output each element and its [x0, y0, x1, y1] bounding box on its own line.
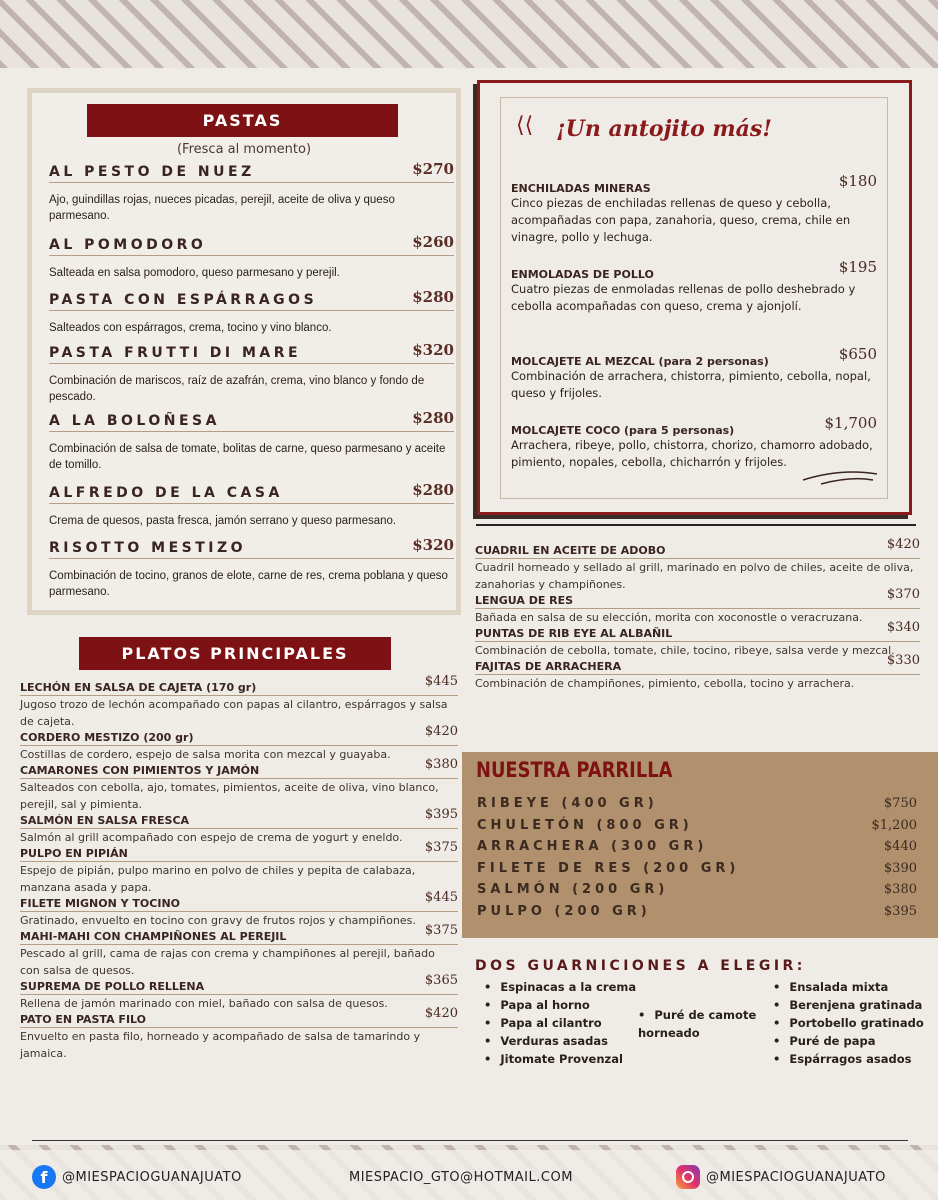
pasta-item — [49, 233, 454, 281]
dish-description: Jugoso trozo de lechón acompañado con papas al cilantro, espárragos y salsa de cajeta. — [20, 698, 448, 728]
pasta-price: $320 — [412, 536, 454, 554]
email-address[interactable]: MIESPACIO_GTO@HOTMAIL.COM — [349, 1170, 573, 1185]
dish-price: $375 — [424, 840, 458, 855]
pasta-name: RISOTTO MESTIZO — [49, 540, 454, 559]
dish-name: LENGUA DE RES — [475, 593, 920, 609]
side-option: • Puré de camote horneado — [638, 1006, 758, 1042]
pasta-name: A LA BOLOÑESA — [49, 413, 454, 432]
antojito-description: Arrachera, ribeye, pollo, chistorra, chorizo, chamorro adobado, pimiento, nopales, cebolla, chicharrón y frijoles. — [511, 438, 873, 469]
dish-item — [20, 807, 458, 846]
parrilla-price: $750 — [883, 796, 917, 811]
divider — [476, 524, 916, 526]
side-option: • Puré de papa — [773, 1032, 924, 1050]
dish-name: PULPO EN PIPIÁN — [20, 846, 458, 862]
pasta-item — [49, 160, 454, 224]
facebook-handle[interactable]: @MIESPACIOGUANAJUATO — [62, 1170, 242, 1185]
dish-name: CAMARONES CON PIMIENTOS Y JAMÓN — [20, 763, 458, 779]
principales-title: PLATOS PRINCIPALES — [79, 637, 391, 670]
antojito-name: ENMOLADAS DE POLLO — [511, 268, 654, 281]
dish-description: Combinación de champiñones, pimiento, cebolla, tocino y arrachera. — [475, 677, 855, 690]
antojito-section — [477, 80, 912, 515]
dish-item — [20, 724, 458, 763]
dish-description: Rellena de jamón marinado con miel, bañado con salsa de quesos. — [20, 997, 388, 1010]
dish-name: PUNTAS DE RIB EYE AL ALBAÑIL — [475, 626, 920, 642]
antojito-title: ¡Un antojito más! — [556, 116, 772, 142]
antojito-description: Cuatro piezas de enmoladas rellenas de pollo deshebrado y cebolla acompañadas con queso, crema y ajonjolí. — [511, 282, 856, 313]
pasta-description: Combinación de mariscos, raíz de azafrán, crema, vino blanco y fondo de pescado. — [49, 375, 425, 403]
pasta-name: ALFREDO DE LA CASA — [49, 485, 454, 504]
pasta-name: AL PESTO DE NUEZ — [49, 164, 454, 183]
pasta-description: Salteada en salsa pomodoro, queso parmesano y perejil. — [49, 267, 340, 279]
pastas-section — [27, 88, 461, 615]
side-option: • Ensalada mixta — [773, 978, 924, 996]
dish-item — [475, 620, 920, 659]
parrilla-price: $380 — [883, 882, 917, 898]
antojito-name: MOLCAJETE AL MEZCAL (para 2 personas) — [511, 355, 769, 368]
antojito-price: $1,700 — [824, 414, 877, 432]
dish-price: $395 — [424, 807, 458, 822]
dish-price: $420 — [424, 1006, 458, 1021]
parrilla-price: $395 — [883, 904, 917, 919]
parrilla-item — [477, 861, 917, 876]
antojito-item — [511, 414, 877, 471]
facebook-icon: f — [32, 1165, 56, 1189]
parrilla-item — [477, 882, 917, 897]
antojito-description: Cinco piezas de enchiladas rellenas de queso y cebolla, acompañadas con papa, zanahoria, queso, crema, chile en vinagre, pollo y lechuga. — [511, 196, 851, 244]
dish-price: $365 — [424, 973, 458, 988]
dish-item — [20, 840, 458, 896]
dish-price: $380 — [424, 757, 458, 772]
dish-price: $420 — [886, 537, 920, 552]
parrilla-title: NUESTRA PARRILLA — [476, 758, 673, 782]
principales-list — [20, 674, 458, 1062]
parrilla-item — [477, 904, 917, 919]
footer-divider — [32, 1140, 908, 1141]
decorative-tile-band-top — [0, 0, 938, 68]
antojito-price: $650 — [838, 345, 877, 363]
guarniciones-col3 — [773, 978, 924, 1068]
dish-name: CORDERO MESTIZO (200 gr) — [20, 730, 458, 746]
dish-name: CUADRIL EN ACEITE DE ADOBO — [475, 543, 920, 559]
pasta-description: Combinación de tocino, granos de elote, carne de res, crema poblana y queso parmesano. — [49, 570, 448, 598]
pasta-price: $280 — [412, 409, 454, 427]
parrilla-name: RIBEYE (400 GR) — [477, 796, 658, 811]
dish-name: LECHÓN EN SALSA DE CAJETA (170 gr) — [20, 680, 458, 696]
side-option: • Papa al cilantro — [484, 1014, 636, 1032]
parrilla-item — [477, 839, 917, 854]
dish-item — [20, 1006, 458, 1062]
dish-item — [475, 537, 920, 593]
parrilla-name: PULPO (200 GR) — [477, 904, 651, 919]
pasta-price: $270 — [412, 160, 454, 178]
parrilla-section — [462, 752, 938, 938]
swash-decoration-icon — [801, 466, 881, 486]
pasta-price: $280 — [412, 288, 454, 306]
dish-description: Salmón al grill acompañado con espejo de crema de yogurt y eneldo. — [20, 831, 403, 844]
parrilla-name: FILETE DE RES (200 GR) — [477, 860, 740, 876]
dish-item — [20, 890, 458, 929]
pasta-description: Crema de quesos, pasta fresca, jamón serrano y queso parmesano. — [49, 515, 397, 527]
instagram-handle[interactable]: @MIESPACIOGUANAJUATO — [706, 1170, 886, 1185]
parrilla-item — [477, 818, 917, 833]
guarniciones-title: DOS GUARNICIONES A ELEGIR: — [475, 958, 806, 974]
dish-price: $370 — [886, 587, 920, 602]
dish-name: SUPREMA DE POLLO RELLENA — [20, 979, 458, 995]
antojito-name: ENCHILADAS MINERAS — [511, 182, 651, 195]
pasta-description: Salteados con espárragos, crema, tocino y vino blanco. — [49, 322, 332, 334]
parrilla-price: $440 — [883, 839, 917, 855]
dish-description: Costillas de cordero, espejo de salsa morita con mezcal y guayaba. — [20, 748, 391, 761]
dish-item — [20, 923, 458, 979]
dish-price: $420 — [424, 724, 458, 739]
dish-item — [475, 587, 920, 626]
antojito-item — [511, 345, 877, 402]
dish-item — [20, 674, 458, 730]
antojito-name: MOLCAJETE COCO (para 5 personas) — [511, 424, 735, 437]
antojito-price: $180 — [838, 172, 877, 190]
pasta-item — [49, 341, 454, 405]
more-dishes-list — [475, 537, 920, 692]
dish-description: Envuelto en pasta filo, horneado y acompañado de salsa de tamarindo y jamaica. — [20, 1030, 421, 1060]
dish-name: MAHI-MAHI CON CHAMPIÑONES AL PEREJIL — [20, 929, 458, 945]
dish-price: $445 — [424, 890, 458, 905]
dish-item — [475, 653, 920, 692]
pasta-price: $280 — [412, 481, 454, 499]
guarniciones-col2 — [638, 1006, 758, 1042]
sparkle-icon: ⟨⟨ — [516, 113, 534, 138]
dish-price: $445 — [424, 674, 458, 689]
parrilla-item — [477, 796, 917, 811]
side-option: • Verduras asadas — [484, 1032, 636, 1050]
dish-price: $375 — [424, 923, 458, 938]
dish-price: $330 — [886, 653, 920, 668]
dish-item — [20, 973, 458, 1012]
parrilla-name: ARRACHERA (300 GR) — [477, 839, 708, 855]
parrilla-name: CHULETÓN (800 GR) — [477, 817, 693, 833]
dish-name: PATO EN PASTA FILO — [20, 1012, 458, 1028]
dish-description: Salteados con cebolla, ajo, tomates, pimientos, aceite de oliva, vino blanco, perejil, sal y pimienta. — [20, 781, 439, 811]
parrilla-price: $390 — [883, 860, 917, 876]
instagram-icon — [676, 1165, 700, 1189]
antojito-description: Combinación de arrachera, chistorra, pimiento, cebolla, nopal, queso y frijoles. — [511, 369, 871, 400]
pasta-name: PASTA CON ESPÁRRAGOS — [49, 292, 454, 311]
side-option: • Espárragos asados — [773, 1050, 924, 1068]
dish-price: $340 — [886, 620, 920, 635]
pastas-title: PASTAS — [87, 104, 398, 137]
pasta-description: Combinación de salsa de tomate, bolitas de carne, queso parmesano y aceite de tomillo. — [49, 443, 446, 471]
pasta-name: AL POMODORO — [49, 237, 454, 256]
pasta-item — [49, 536, 454, 600]
side-option: • Papa al horno — [484, 996, 636, 1014]
dish-description: Espejo de pipián, pulpo marino en polvo de chiles y pepita de calabaza, manzana asada y papa. — [20, 864, 416, 894]
pasta-item — [49, 481, 454, 529]
side-option: • Berenjena gratinada — [773, 996, 924, 1014]
dish-name: SALMÓN EN SALSA FRESCA — [20, 813, 458, 829]
side-option: • Espinacas a la crema — [484, 978, 636, 996]
pasta-price: $260 — [412, 233, 454, 251]
pasta-description: Ajo, guindillas rojas, nueces picadas, perejil, aceite de oliva y queso parmesano. — [49, 194, 395, 222]
pasta-price: $320 — [412, 341, 454, 359]
pastas-subtitle: (Fresca al momento) — [176, 142, 312, 157]
parrilla-price: $1,200 — [871, 817, 917, 833]
antojito-item — [511, 172, 877, 246]
dish-description: Combinación de cebolla, tomate, chile, tocino, ribeye, salsa verde y mezcal. — [475, 644, 895, 657]
side-option: • Portobello gratinado — [773, 1014, 924, 1032]
dish-description: Cuadril horneado y sellado al grill, marinado en polvo de chiles, aceite de oliva, zanahorias y champiñones. — [475, 561, 914, 591]
pasta-item — [49, 409, 454, 473]
guarniciones-col1 — [484, 978, 636, 1068]
dish-item — [20, 757, 458, 813]
pasta-item — [49, 288, 454, 336]
dish-description: Bañada en salsa de su elección, morita con xoconostle o veracruzana. — [475, 611, 863, 624]
dish-name: FILETE MIGNON Y TOCINO — [20, 896, 458, 912]
antojito-item — [511, 258, 877, 315]
dish-name: FAJITAS DE ARRACHERA — [475, 659, 920, 675]
side-option: • Jitomate Provenzal — [484, 1050, 636, 1068]
antojito-price: $195 — [838, 258, 877, 276]
pasta-name: PASTA FRUTTI DI MARE — [49, 345, 454, 364]
dish-description: Gratinado, envuelto en tocino con gravy de frutos rojos y champiñones. — [20, 914, 416, 927]
parrilla-name: SALMÓN (200 GR) — [477, 882, 669, 898]
dish-description: Pescado al grill, cama de rajas con crema y champiñones al perejil, bañado con salsa de quesos. — [20, 947, 435, 977]
